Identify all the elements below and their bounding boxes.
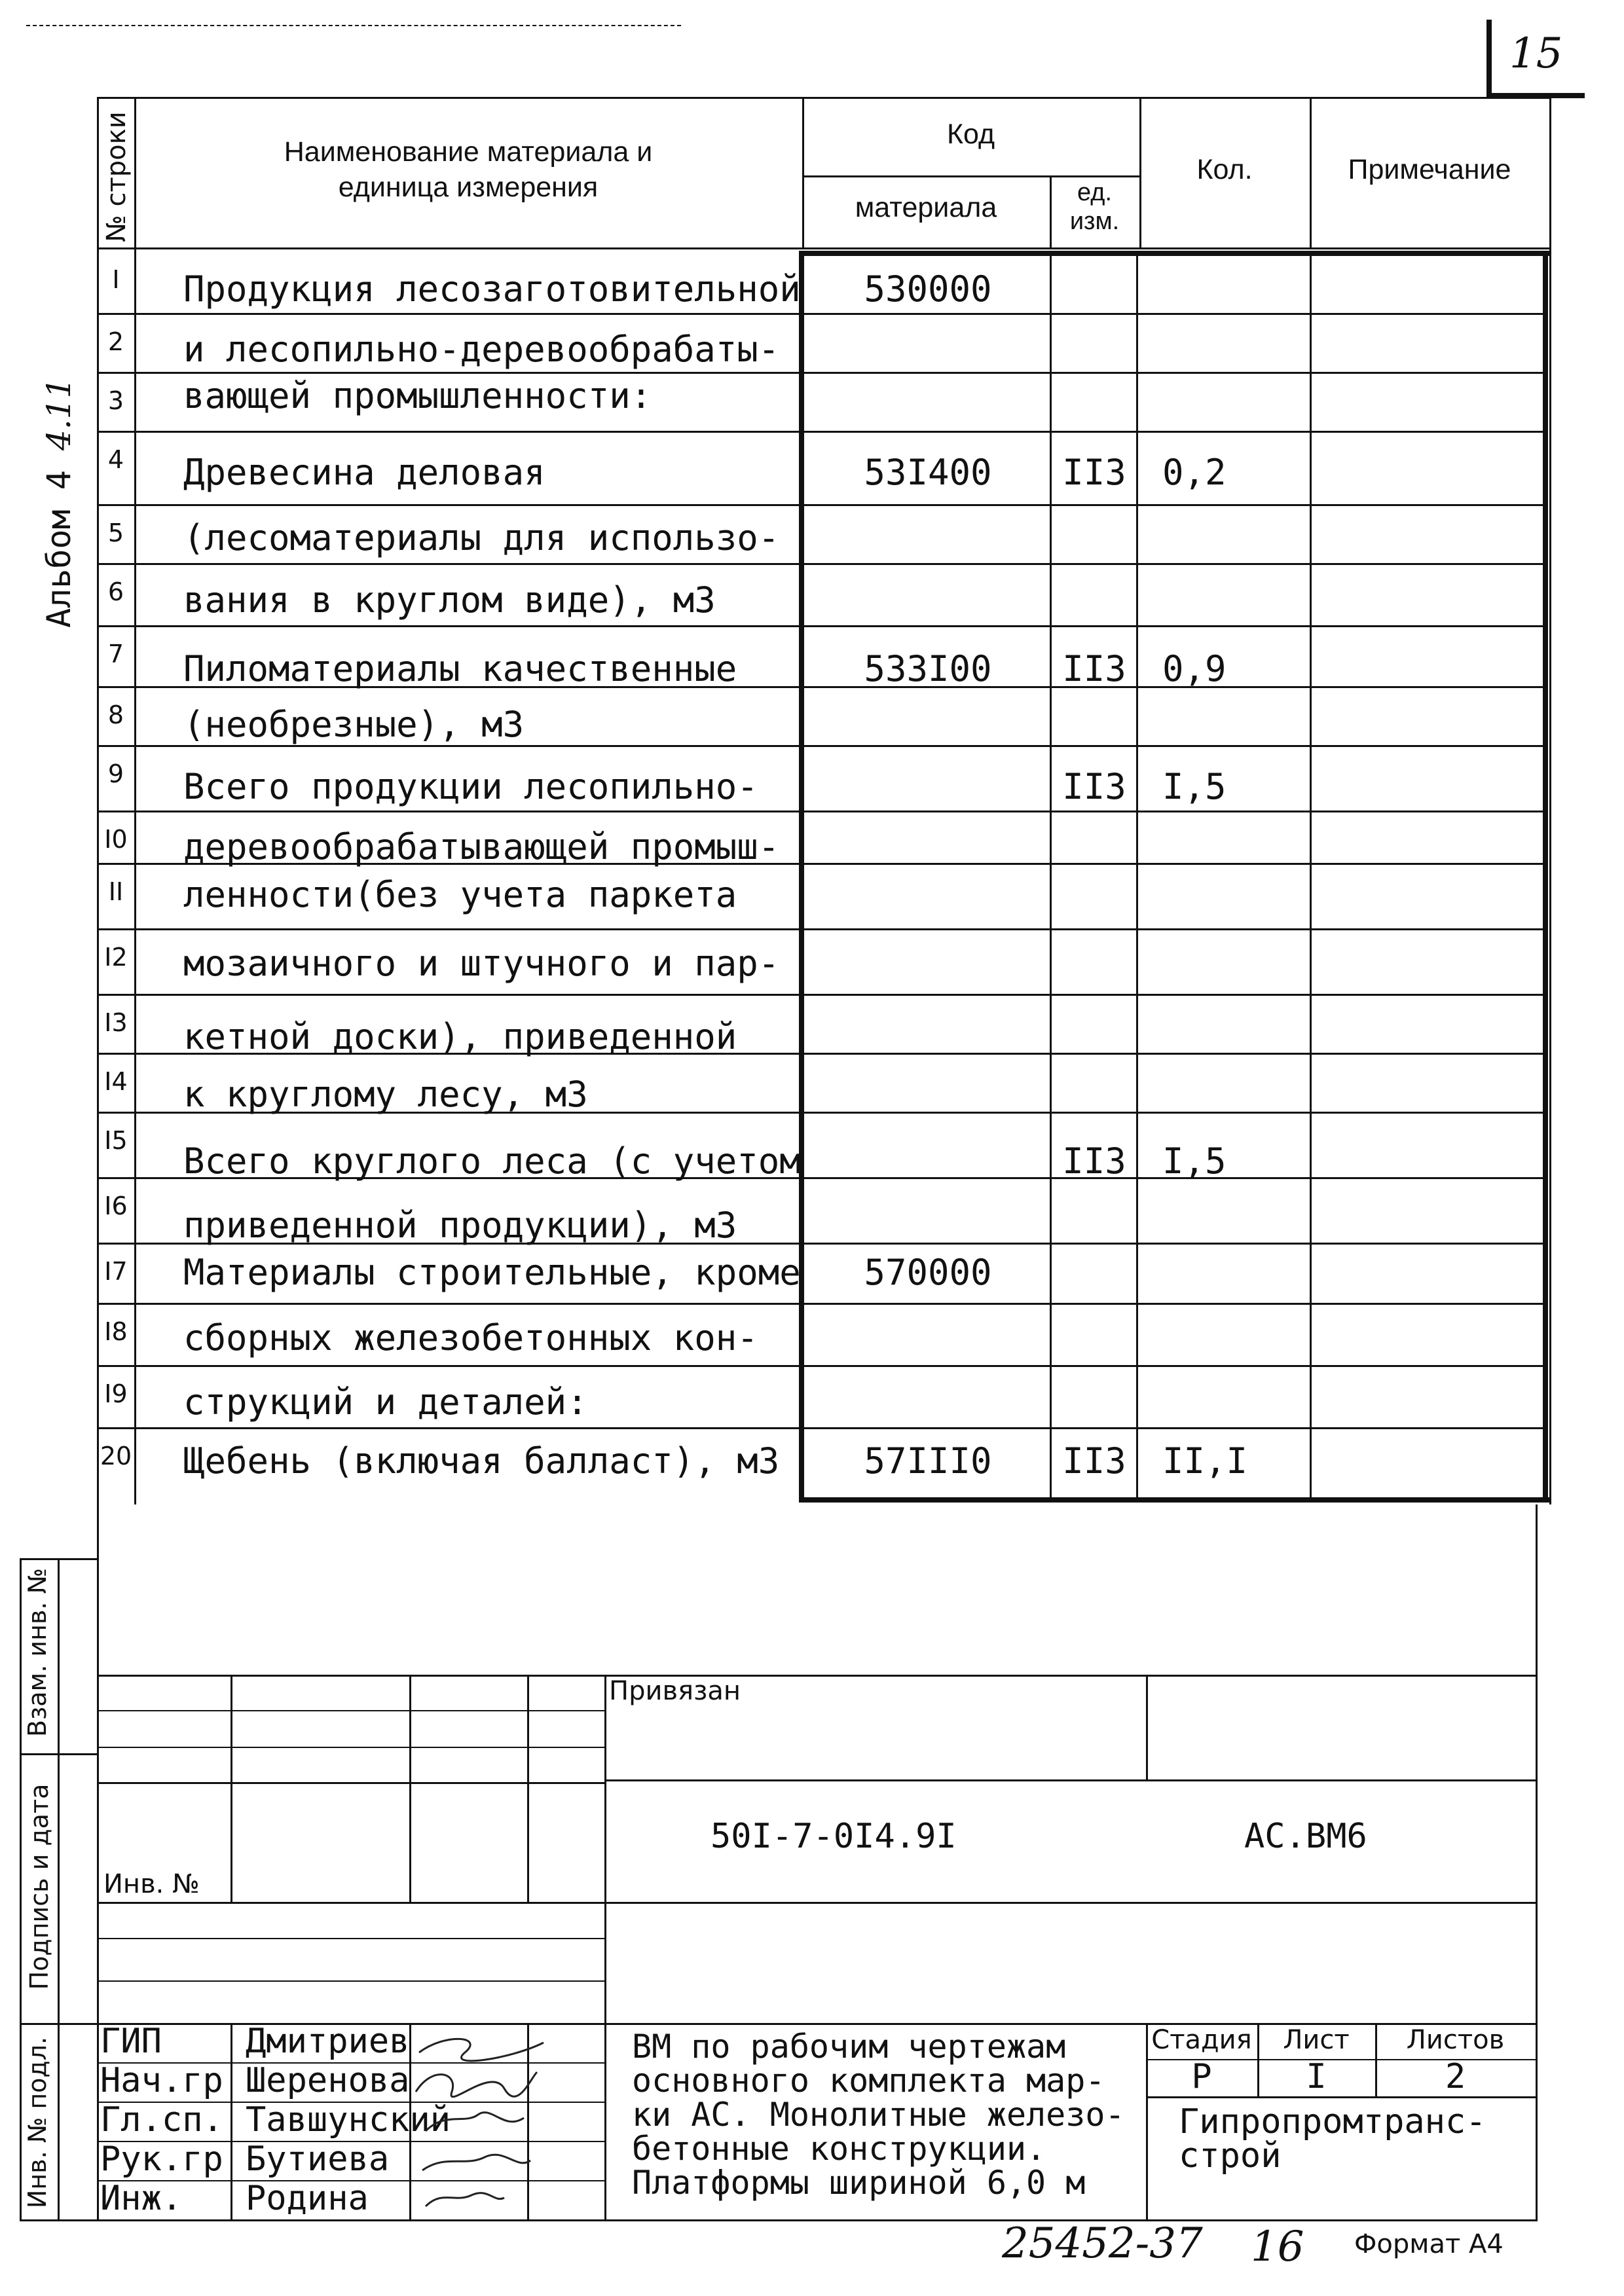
row-name: (необрезные), м3: [183, 704, 525, 745]
tb-inv-no: Инв. №: [103, 1869, 200, 1899]
row-name: Пиломатериалы качественные: [183, 648, 737, 689]
row-code: 530000: [864, 268, 992, 310]
row-number: 3: [107, 386, 124, 415]
tb-hline-privyazan: [604, 1779, 1538, 1781]
row-qty: II,I: [1162, 1440, 1248, 1482]
tb-role-gip: ГИП: [100, 2022, 162, 2061]
side-sep1: [20, 1753, 97, 1755]
body-thick-top: [799, 251, 1549, 256]
tb-stage: Р: [1191, 2057, 1212, 2096]
side-podpis: Подпись и дата: [25, 1783, 54, 1990]
row-code: 533I00: [864, 648, 992, 689]
row-name: приведенной продукции), м3: [183, 1205, 737, 1246]
body-thick-right: [1543, 251, 1548, 1503]
hdr-unit-line2: изм.: [1069, 208, 1120, 235]
row-separator: [97, 313, 1543, 315]
tb-roles: [100, 2022, 223, 2218]
tb-org-2: строй: [1179, 2136, 1282, 2176]
row-number: 8: [107, 701, 124, 729]
row-number: 4: [107, 445, 124, 474]
row-name: Древесина деловая: [183, 452, 545, 493]
row-code: 570000: [864, 1252, 992, 1293]
footer-format: Формат А4: [1354, 2229, 1504, 2259]
row-number: I4: [104, 1067, 128, 1096]
tb-sheet-label: Лист: [1283, 2025, 1350, 2055]
row-number: 2: [107, 327, 124, 356]
row-separator: [97, 1365, 1543, 1367]
row-separator: [97, 1303, 1543, 1305]
code-hdr-divider: [802, 175, 1139, 177]
album-label: [40, 377, 78, 628]
row-separator: [97, 863, 1543, 865]
tb-role-inzh: Инж.: [100, 2179, 183, 2218]
row-number: 9: [107, 759, 124, 788]
row-number: I9: [104, 1379, 128, 1408]
tb-vline-a2: [231, 2023, 232, 2219]
row-qty: I,5: [1162, 1140, 1227, 1182]
tb-name-3: Тавшунский: [246, 2100, 451, 2140]
table-right-border: [1549, 97, 1551, 1504]
row-number: II: [108, 877, 124, 906]
signature-1: [419, 2039, 544, 2061]
row-name: Всего продукции лесопильно-: [183, 766, 758, 807]
row-number: 7: [107, 640, 124, 668]
row-name: деревообрабатывающей промыш-: [183, 826, 780, 867]
signatures: [406, 2026, 557, 2216]
tb-desc-4: бетонные конструкции.: [632, 2130, 1046, 2168]
row-unit: II3: [1062, 766, 1126, 807]
table-left-border: [97, 97, 99, 1504]
tb-desc-3: ки АС. Монолитные железо-: [632, 2096, 1125, 2134]
row-unit: II3: [1062, 452, 1126, 493]
row-unit: II3: [1062, 1440, 1126, 1482]
row-separator: [97, 372, 1543, 374]
tb-role-nach: Нач.гр: [100, 2061, 223, 2100]
row-name: ленности(без учета паркета: [183, 874, 737, 915]
hdr-note: Примечание: [1348, 154, 1511, 185]
row-number: I5: [104, 1126, 128, 1155]
hdr-name: [134, 134, 802, 205]
tb-sheets-label: Листов: [1406, 2025, 1505, 2055]
row-separator: [97, 686, 1543, 688]
footer-page: 16: [1251, 2223, 1304, 2271]
row-qty: I,5: [1162, 766, 1227, 807]
col-sep-rowno: [134, 97, 136, 1504]
tb-doc-code: 50I-7-0I4.9I: [710, 1817, 957, 1856]
side-sep2: [20, 2023, 97, 2025]
table-top-border: [97, 97, 1551, 99]
hdr-code: Код: [946, 118, 995, 150]
row-name: мозаичного и штучного и пар-: [183, 943, 780, 984]
row-separator: [97, 625, 1543, 627]
row-number: I6: [104, 1192, 128, 1220]
row-separator: [97, 994, 1543, 996]
tb-org: [1179, 2102, 1486, 2176]
col-sep-note: [1310, 251, 1312, 1503]
row-name: вания в круглом виде), м3: [183, 579, 716, 621]
row-separator: [97, 811, 1543, 812]
row-separator: [97, 1053, 1543, 1055]
tb-vline-a1: [231, 1675, 232, 1902]
hdr-row-no: № строки: [101, 111, 132, 242]
tb-vline-b1: [409, 1675, 411, 1902]
signature-5: [426, 2193, 504, 2206]
row-code: 53I400: [864, 452, 992, 493]
row-name: к круглому лесу, м3: [183, 1074, 588, 1115]
row-number: I3: [104, 1008, 128, 1037]
row-number: I0: [104, 825, 128, 854]
hdr-code-unit: [1050, 178, 1139, 236]
top-dash-line: [26, 25, 681, 26]
album-text: Альбом 4: [40, 470, 78, 628]
row-name: Материалы строительные, кроме: [183, 1252, 801, 1293]
tb-desc-2: основного комплекта мар-: [632, 2062, 1105, 2100]
tb-vline-main: [604, 1675, 606, 2219]
row-qty: 0,2: [1162, 452, 1227, 493]
tb-bottom: [20, 2219, 1538, 2221]
side-vzam: Взам. инв. №: [23, 1568, 52, 1738]
tb-privyazan: Привязан: [609, 1676, 741, 1706]
body-thick-bottom: [799, 1497, 1549, 1503]
tb-sheet: I: [1306, 2057, 1327, 2096]
hdr-name-line2: единица измерения: [338, 172, 599, 203]
hdr-name-line1: Наименование материала и: [284, 136, 653, 168]
tb-description: [632, 2030, 1125, 2200]
signature-2: [416, 2072, 537, 2097]
row-separator: [97, 1243, 1543, 1245]
row-unit: II3: [1062, 1140, 1126, 1182]
row-number: 5: [107, 519, 124, 547]
row-number: I2: [104, 943, 128, 972]
tb-hline-1: [97, 1675, 1538, 1677]
tb-right: [1536, 1504, 1538, 2219]
tb-hline-5: [97, 1902, 1538, 1904]
tb-hline-6: [97, 1938, 604, 1939]
page-mark: 15: [1509, 29, 1563, 78]
hdr-unit-line1: ед.: [1077, 179, 1113, 206]
row-name: Продукция лесозаготовительной: [183, 268, 801, 310]
tb-desc-5: Платформы шириной 6,0 м: [632, 2164, 1086, 2202]
row-number: 6: [107, 577, 124, 606]
row-separator: [97, 563, 1543, 565]
tb-role-glsp: Гл.сп.: [100, 2100, 223, 2140]
col-sep-qty: [1136, 251, 1138, 1503]
tb-name-2: Шеренова: [246, 2061, 410, 2100]
row-name: вающей промышленности:: [183, 375, 652, 416]
row-name: Щебень (включая балласт), м3: [183, 1440, 780, 1482]
tb-vline-c1: [527, 1675, 529, 1902]
row-separator: [97, 928, 1543, 930]
tb-name-4: Бутиева: [246, 2140, 390, 2179]
row-number: I7: [104, 1257, 128, 1286]
corner-vertical-mark: [1486, 20, 1492, 98]
tb-name-5: Родина: [246, 2179, 369, 2218]
hdr-qty: Кол.: [1196, 154, 1253, 185]
signature-4: [422, 2155, 530, 2170]
tb-hline-stage-2: [1146, 2096, 1538, 2098]
signature-3: [426, 2113, 524, 2131]
row-code: 57III0: [864, 1440, 992, 1482]
row-name: струкций и деталей:: [183, 1381, 588, 1423]
tb-left: [97, 1504, 99, 2219]
tb-vline-privyazan: [1146, 1675, 1148, 1779]
album-handwritten: 4.11: [40, 377, 78, 451]
row-separator: [97, 431, 1543, 433]
row-number: I: [112, 265, 120, 294]
row-name: кетной доски), приведенной: [183, 1016, 737, 1057]
side-col-left: [20, 1558, 22, 2219]
row-name: и лесопильно-деревообрабаты-: [183, 329, 780, 370]
row-separator: [97, 1427, 1543, 1429]
row-separator: [97, 1112, 1543, 1114]
tb-doc-mark: АС.ВМ6: [1244, 1817, 1367, 1856]
tb-name-1: Дмитриев: [246, 2022, 410, 2061]
row-qty: 0,9: [1162, 648, 1227, 689]
tb-sheets: 2: [1445, 2057, 1466, 2096]
tb-stage-label: Стадия: [1151, 2025, 1252, 2055]
row-number: I8: [104, 1317, 128, 1346]
tb-hline-7: [97, 1980, 604, 1982]
row-number: 20: [100, 1442, 132, 1470]
hdr-code-material: материала: [855, 192, 997, 223]
tb-desc-1: ВМ по рабочим чертежам: [632, 2028, 1066, 2066]
header-bottom: [97, 247, 1551, 249]
side-inv-podl: Инв. № подл.: [23, 2036, 52, 2209]
row-name: сборных железобетонных кон-: [183, 1317, 758, 1358]
row-name: (лесоматериалы для использо-: [183, 517, 780, 558]
body-thick-left: [799, 251, 804, 1503]
row-unit: II3: [1062, 648, 1126, 689]
row-separator: [97, 504, 1543, 506]
row-separator: [97, 1177, 1543, 1179]
tb-org-1: Гипропромтранс-: [1179, 2102, 1486, 2141]
footer-number: 25452-37: [1002, 2219, 1203, 2268]
row-name: Всего круглого леса (с учетом: [183, 1140, 801, 1182]
row-separator: [97, 745, 1543, 747]
side-col-mid: [58, 1558, 60, 2219]
col-sep-unit: [1050, 251, 1052, 1503]
tb-role-ruk: Рук.гр: [100, 2140, 223, 2179]
